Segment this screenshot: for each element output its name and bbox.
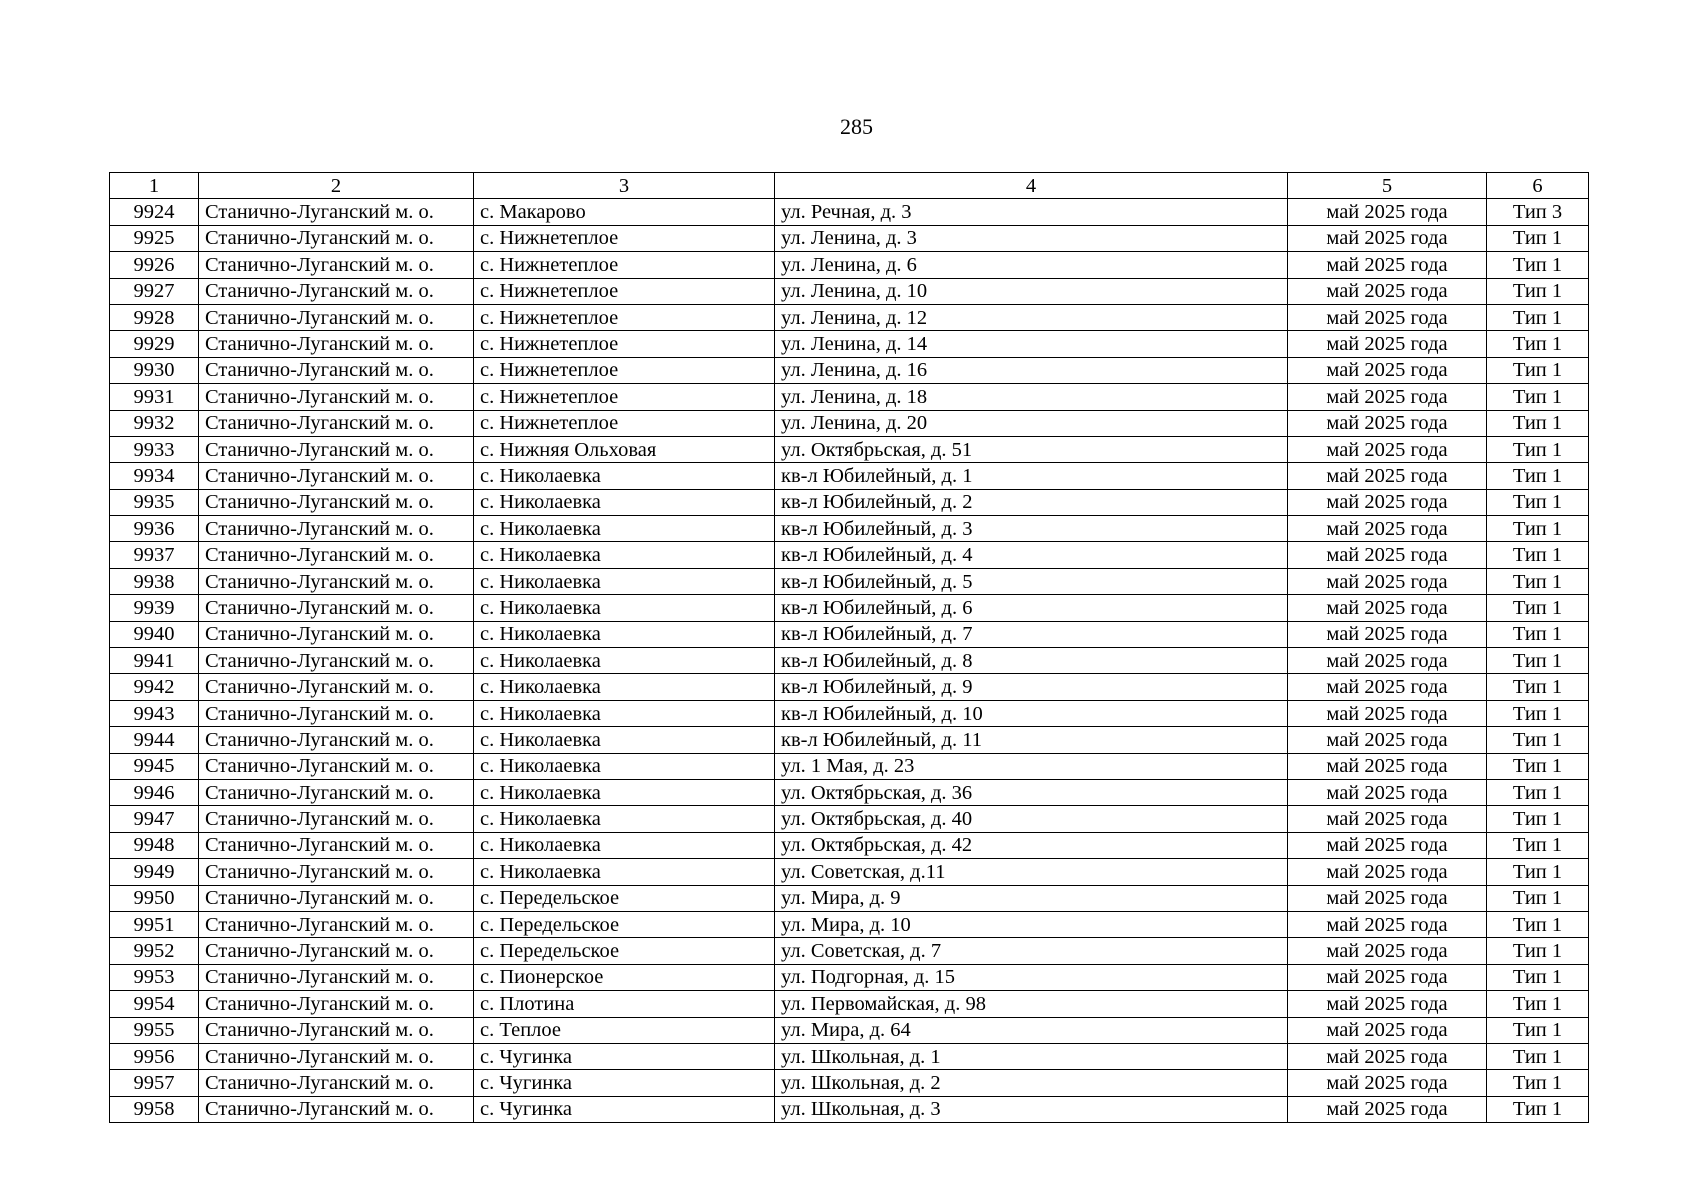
type-cell: Тип 1 — [1487, 859, 1589, 885]
address-cell: ул. Мира, д. 64 — [775, 1017, 1288, 1043]
district-cell: Станично-Луганский м. о. — [199, 278, 474, 304]
type-cell: Тип 1 — [1487, 542, 1589, 568]
row-number: 9951 — [110, 911, 199, 937]
date-cell: май 2025 года — [1288, 489, 1487, 515]
header-col-2: 2 — [199, 173, 474, 199]
district-cell: Станично-Луганский м. о. — [199, 779, 474, 805]
date-cell: май 2025 года — [1288, 384, 1487, 410]
district-cell: Станично-Луганский м. о. — [199, 621, 474, 647]
type-cell: Тип 1 — [1487, 1043, 1589, 1069]
table-row — [110, 991, 1589, 1017]
row-number: 9944 — [110, 727, 199, 753]
address-cell: кв-л Юбилейный, д. 3 — [775, 516, 1288, 542]
locality-cell: с. Нижняя Ольховая — [474, 436, 775, 462]
type-cell: Тип 1 — [1487, 648, 1589, 674]
date-cell: май 2025 года — [1288, 859, 1487, 885]
address-cell: кв-л Юбилейный, д. 11 — [775, 727, 1288, 753]
header-col-5: 5 — [1288, 173, 1487, 199]
row-number: 9955 — [110, 1017, 199, 1043]
district-cell: Станично-Луганский м. о. — [199, 1043, 474, 1069]
address-cell: ул. Советская, д. 7 — [775, 938, 1288, 964]
table-row — [110, 727, 1589, 753]
row-number: 9953 — [110, 964, 199, 990]
table-row — [110, 436, 1589, 462]
table-row — [110, 938, 1589, 964]
table-row — [110, 1017, 1589, 1043]
district-cell: Станично-Луганский м. о. — [199, 964, 474, 990]
type-cell: Тип 1 — [1487, 331, 1589, 357]
table-row — [110, 648, 1589, 674]
table-row — [110, 568, 1589, 594]
locality-cell: с. Николаевка — [474, 753, 775, 779]
type-cell: Тип 1 — [1487, 832, 1589, 858]
page-number: 285 — [840, 114, 873, 139]
locality-cell: с. Нижнетеплое — [474, 304, 775, 330]
address-cell: ул. Школьная, д. 3 — [775, 1096, 1288, 1122]
locality-cell: с. Николаевка — [474, 542, 775, 568]
type-cell: Тип 1 — [1487, 779, 1589, 805]
date-cell: май 2025 года — [1288, 568, 1487, 594]
type-cell: Тип 3 — [1487, 199, 1589, 225]
table-row — [110, 700, 1589, 726]
row-number: 9936 — [110, 516, 199, 542]
address-cell: ул. Мира, д. 9 — [775, 885, 1288, 911]
date-cell: май 2025 года — [1288, 1096, 1487, 1122]
date-cell: май 2025 года — [1288, 252, 1487, 278]
district-cell: Станично-Луганский м. о. — [199, 911, 474, 937]
address-cell: ул. Речная, д. 3 — [775, 199, 1288, 225]
type-cell: Тип 1 — [1487, 1070, 1589, 1096]
row-number: 9954 — [110, 991, 199, 1017]
date-cell: май 2025 года — [1288, 964, 1487, 990]
row-number: 9933 — [110, 436, 199, 462]
locality-cell: с. Нижнетеплое — [474, 357, 775, 383]
header-col-4: 4 — [775, 173, 1288, 199]
table-row — [110, 252, 1589, 278]
district-cell: Станично-Луганский м. о. — [199, 674, 474, 700]
row-number: 9952 — [110, 938, 199, 964]
locality-cell: с. Николаевка — [474, 621, 775, 647]
date-cell: май 2025 года — [1288, 832, 1487, 858]
row-number: 9938 — [110, 568, 199, 594]
address-cell: ул. Октябрьская, д. 40 — [775, 806, 1288, 832]
district-cell: Станично-Луганский м. о. — [199, 1070, 474, 1096]
row-number: 9932 — [110, 410, 199, 436]
address-cell: ул. Школьная, д. 2 — [775, 1070, 1288, 1096]
locality-cell: с. Николаевка — [474, 700, 775, 726]
type-cell: Тип 1 — [1487, 489, 1589, 515]
district-cell: Станично-Луганский м. о. — [199, 252, 474, 278]
date-cell: май 2025 года — [1288, 806, 1487, 832]
row-number: 9940 — [110, 621, 199, 647]
date-cell: май 2025 года — [1288, 674, 1487, 700]
row-number: 9950 — [110, 885, 199, 911]
date-cell: май 2025 года — [1288, 436, 1487, 462]
district-cell: Станично-Луганский м. о. — [199, 225, 474, 251]
row-number: 9956 — [110, 1043, 199, 1069]
district-cell: Станично-Луганский м. о. — [199, 991, 474, 1017]
type-cell: Тип 1 — [1487, 621, 1589, 647]
locality-cell: с. Николаевка — [474, 832, 775, 858]
type-cell: Тип 1 — [1487, 463, 1589, 489]
row-number: 9949 — [110, 859, 199, 885]
district-cell: Станично-Луганский м. о. — [199, 885, 474, 911]
date-cell: май 2025 года — [1288, 991, 1487, 1017]
type-cell: Тип 1 — [1487, 384, 1589, 410]
header-row — [110, 173, 1589, 199]
header-col-3: 3 — [474, 173, 775, 199]
type-cell: Тип 1 — [1487, 964, 1589, 990]
district-cell: Станично-Луганский м. о. — [199, 463, 474, 489]
type-cell: Тип 1 — [1487, 304, 1589, 330]
address-cell: ул. Ленина, д. 10 — [775, 278, 1288, 304]
table-row — [110, 911, 1589, 937]
date-cell: май 2025 года — [1288, 410, 1487, 436]
row-number: 9935 — [110, 489, 199, 515]
locality-cell: с. Николаевка — [474, 674, 775, 700]
address-cell: кв-л Юбилейный, д. 4 — [775, 542, 1288, 568]
table-row — [110, 278, 1589, 304]
table-row — [110, 410, 1589, 436]
row-number: 9948 — [110, 832, 199, 858]
locality-cell: с. Передельское — [474, 938, 775, 964]
locality-cell: с. Николаевка — [474, 463, 775, 489]
address-cell: ул. Ленина, д. 16 — [775, 357, 1288, 383]
locality-cell: с. Николаевка — [474, 489, 775, 515]
locality-cell: с. Теплое — [474, 1017, 775, 1043]
locality-cell: с. Макарово — [474, 199, 775, 225]
locality-cell: с. Нижнетеплое — [474, 278, 775, 304]
district-cell: Станично-Луганский м. о. — [199, 542, 474, 568]
type-cell: Тип 1 — [1487, 727, 1589, 753]
row-number: 9924 — [110, 199, 199, 225]
table-row — [110, 463, 1589, 489]
address-cell: ул. Октябрьская, д. 42 — [775, 832, 1288, 858]
table-row — [110, 1070, 1589, 1096]
locality-cell: с. Нижнетеплое — [474, 331, 775, 357]
address-cell: кв-л Юбилейный, д. 1 — [775, 463, 1288, 489]
table-row — [110, 674, 1589, 700]
date-cell: май 2025 года — [1288, 516, 1487, 542]
locality-cell: с. Николаевка — [474, 859, 775, 885]
locality-cell: с. Нижнетеплое — [474, 384, 775, 410]
district-cell: Станично-Луганский м. о. — [199, 806, 474, 832]
district-cell: Станично-Луганский м. о. — [199, 859, 474, 885]
table-row — [110, 595, 1589, 621]
date-cell: май 2025 года — [1288, 885, 1487, 911]
row-number: 9927 — [110, 278, 199, 304]
type-cell: Тип 1 — [1487, 410, 1589, 436]
locality-cell: с. Пионерское — [474, 964, 775, 990]
table-row — [110, 806, 1589, 832]
table-row — [110, 199, 1589, 225]
district-cell: Станично-Луганский м. о. — [199, 648, 474, 674]
address-cell: ул. Октябрьская, д. 36 — [775, 779, 1288, 805]
date-cell: май 2025 года — [1288, 463, 1487, 489]
address-cell: ул. Ленина, д. 12 — [775, 304, 1288, 330]
address-cell: кв-л Юбилейный, д. 7 — [775, 621, 1288, 647]
row-number: 9941 — [110, 648, 199, 674]
table-body — [110, 199, 1589, 1123]
type-cell: Тип 1 — [1487, 357, 1589, 383]
table-row — [110, 304, 1589, 330]
type-cell: Тип 1 — [1487, 700, 1589, 726]
address-cell: кв-л Юбилейный, д. 6 — [775, 595, 1288, 621]
address-cell: кв-л Юбилейный, д. 2 — [775, 489, 1288, 515]
address-cell: ул. Ленина, д. 20 — [775, 410, 1288, 436]
date-cell: май 2025 года — [1288, 357, 1487, 383]
district-cell: Станично-Луганский м. о. — [199, 1017, 474, 1043]
row-number: 9928 — [110, 304, 199, 330]
date-cell: май 2025 года — [1288, 542, 1487, 568]
date-cell: май 2025 года — [1288, 199, 1487, 225]
table-row — [110, 885, 1589, 911]
row-number: 9934 — [110, 463, 199, 489]
table-row — [110, 357, 1589, 383]
locality-cell: с. Передельское — [474, 911, 775, 937]
type-cell: Тип 1 — [1487, 595, 1589, 621]
table-header — [110, 173, 1589, 199]
table-row — [110, 1043, 1589, 1069]
date-cell: май 2025 года — [1288, 621, 1487, 647]
address-cell: кв-л Юбилейный, д. 5 — [775, 568, 1288, 594]
row-number: 9957 — [110, 1070, 199, 1096]
locality-cell: с. Чугинка — [474, 1043, 775, 1069]
header-col-6: 6 — [1487, 173, 1589, 199]
table-row — [110, 1096, 1589, 1122]
locality-cell: с. Передельское — [474, 885, 775, 911]
table-row — [110, 753, 1589, 779]
registry-table — [109, 172, 1589, 1123]
district-cell: Станично-Луганский м. о. — [199, 304, 474, 330]
locality-cell: с. Чугинка — [474, 1070, 775, 1096]
district-cell: Станично-Луганский м. о. — [199, 700, 474, 726]
district-cell: Станично-Луганский м. о. — [199, 938, 474, 964]
table-row — [110, 779, 1589, 805]
district-cell: Станично-Луганский м. о. — [199, 832, 474, 858]
district-cell: Станично-Луганский м. о. — [199, 199, 474, 225]
date-cell: май 2025 года — [1288, 911, 1487, 937]
date-cell: май 2025 года — [1288, 938, 1487, 964]
row-number: 9943 — [110, 700, 199, 726]
locality-cell: с. Николаевка — [474, 516, 775, 542]
district-cell: Станично-Луганский м. о. — [199, 331, 474, 357]
district-cell: Станично-Луганский м. о. — [199, 595, 474, 621]
address-cell: ул. Октябрьская, д. 51 — [775, 436, 1288, 462]
locality-cell: с. Нижнетеплое — [474, 410, 775, 436]
header-col-1: 1 — [110, 173, 199, 199]
type-cell: Тип 1 — [1487, 938, 1589, 964]
district-cell: Станично-Луганский м. о. — [199, 1096, 474, 1122]
locality-cell: с. Николаевка — [474, 727, 775, 753]
date-cell: май 2025 года — [1288, 225, 1487, 251]
type-cell: Тип 1 — [1487, 516, 1589, 542]
district-cell: Станично-Луганский м. о. — [199, 489, 474, 515]
type-cell: Тип 1 — [1487, 568, 1589, 594]
type-cell: Тип 1 — [1487, 991, 1589, 1017]
table-row — [110, 331, 1589, 357]
row-number: 9945 — [110, 753, 199, 779]
locality-cell: с. Николаевка — [474, 648, 775, 674]
locality-cell: с. Николаевка — [474, 568, 775, 594]
address-cell: кв-л Юбилейный, д. 9 — [775, 674, 1288, 700]
date-cell: май 2025 года — [1288, 648, 1487, 674]
type-cell: Тип 1 — [1487, 1017, 1589, 1043]
table-row — [110, 621, 1589, 647]
row-number: 9925 — [110, 225, 199, 251]
table-row — [110, 516, 1589, 542]
district-cell: Станично-Луганский м. о. — [199, 753, 474, 779]
row-number: 9942 — [110, 674, 199, 700]
address-cell: ул. Ленина, д. 14 — [775, 331, 1288, 357]
date-cell: май 2025 года — [1288, 1070, 1487, 1096]
row-number: 9947 — [110, 806, 199, 832]
address-cell: ул. Первомайская, д. 98 — [775, 991, 1288, 1017]
row-number: 9930 — [110, 357, 199, 383]
type-cell: Тип 1 — [1487, 1096, 1589, 1122]
type-cell: Тип 1 — [1487, 436, 1589, 462]
locality-cell: с. Чугинка — [474, 1096, 775, 1122]
district-cell: Станично-Луганский м. о. — [199, 568, 474, 594]
date-cell: май 2025 года — [1288, 304, 1487, 330]
table-row — [110, 225, 1589, 251]
address-cell: ул. Мира, д. 10 — [775, 911, 1288, 937]
row-number: 9946 — [110, 779, 199, 805]
type-cell: Тип 1 — [1487, 753, 1589, 779]
address-cell: ул. Советская, д.11 — [775, 859, 1288, 885]
type-cell: Тип 1 — [1487, 885, 1589, 911]
locality-cell: с. Нижнетеплое — [474, 252, 775, 278]
locality-cell: с. Плотина — [474, 991, 775, 1017]
table-row — [110, 489, 1589, 515]
address-cell: кв-л Юбилейный, д. 10 — [775, 700, 1288, 726]
district-cell: Станично-Луганский м. о. — [199, 384, 474, 410]
date-cell: май 2025 года — [1288, 595, 1487, 621]
address-cell: ул. Подгорная, д. 15 — [775, 964, 1288, 990]
locality-cell: с. Николаевка — [474, 806, 775, 832]
district-cell: Станично-Луганский м. о. — [199, 516, 474, 542]
type-cell: Тип 1 — [1487, 911, 1589, 937]
address-cell: кв-л Юбилейный, д. 8 — [775, 648, 1288, 674]
address-cell: ул. 1 Мая, д. 23 — [775, 753, 1288, 779]
row-number: 9958 — [110, 1096, 199, 1122]
type-cell: Тип 1 — [1487, 278, 1589, 304]
date-cell: май 2025 года — [1288, 727, 1487, 753]
date-cell: май 2025 года — [1288, 1017, 1487, 1043]
district-cell: Станично-Луганский м. о. — [199, 357, 474, 383]
row-number: 9929 — [110, 331, 199, 357]
district-cell: Станично-Луганский м. о. — [199, 727, 474, 753]
date-cell: май 2025 года — [1288, 700, 1487, 726]
locality-cell: с. Нижнетеплое — [474, 225, 775, 251]
district-cell: Станично-Луганский м. о. — [199, 410, 474, 436]
row-number: 9931 — [110, 384, 199, 410]
address-cell: ул. Школьная, д. 1 — [775, 1043, 1288, 1069]
date-cell: май 2025 года — [1288, 779, 1487, 805]
type-cell: Тип 1 — [1487, 806, 1589, 832]
table-row — [110, 964, 1589, 990]
address-cell: ул. Ленина, д. 3 — [775, 225, 1288, 251]
date-cell: май 2025 года — [1288, 331, 1487, 357]
row-number: 9939 — [110, 595, 199, 621]
table-row — [110, 384, 1589, 410]
date-cell: май 2025 года — [1288, 1043, 1487, 1069]
table-row — [110, 542, 1589, 568]
type-cell: Тип 1 — [1487, 225, 1589, 251]
table-row — [110, 832, 1589, 858]
locality-cell: с. Николаевка — [474, 779, 775, 805]
row-number: 9926 — [110, 252, 199, 278]
address-cell: ул. Ленина, д. 18 — [775, 384, 1288, 410]
date-cell: май 2025 года — [1288, 753, 1487, 779]
type-cell: Тип 1 — [1487, 252, 1589, 278]
row-number: 9937 — [110, 542, 199, 568]
date-cell: май 2025 года — [1288, 278, 1487, 304]
table-row — [110, 859, 1589, 885]
district-cell: Станично-Луганский м. о. — [199, 436, 474, 462]
type-cell: Тип 1 — [1487, 674, 1589, 700]
locality-cell: с. Николаевка — [474, 595, 775, 621]
address-cell: ул. Ленина, д. 6 — [775, 252, 1288, 278]
